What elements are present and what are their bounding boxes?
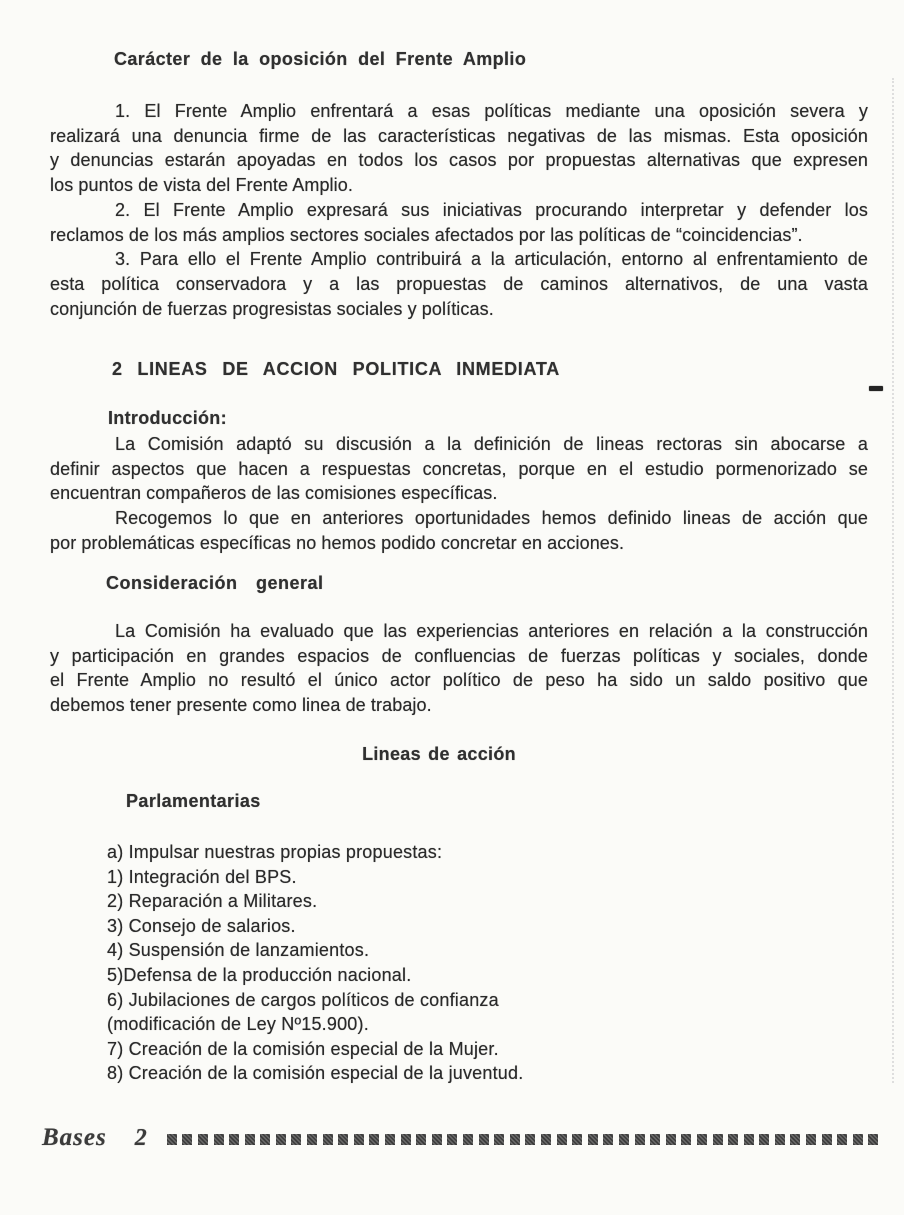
ornament-square (744, 1134, 754, 1145)
ornament-square (806, 1134, 816, 1145)
ornament-square (167, 1134, 177, 1145)
paragraph-line: definir aspectos que hacen a respuestas concretas, porque en el estudio pormenorizado se (50, 458, 868, 479)
ornament-square (198, 1134, 208, 1145)
ornament-square (260, 1134, 270, 1145)
paragraph-line: La Comisión adaptó su discusión a la definición de lineas rectoras sin abocarse a (115, 434, 868, 454)
ornament-square (868, 1134, 878, 1145)
scan-artifact-dash (869, 386, 883, 391)
action-item: 7) Creación de la comisión especial de la Mujer. (107, 1038, 499, 1059)
ornament-square (307, 1134, 317, 1145)
paragraph-line: 2. El Frente Amplio expresará sus iniciativas procurando interpretar y defender los (115, 199, 868, 220)
ornament-square (479, 1134, 489, 1145)
page-content (50, 0, 868, 1215)
action-item: 6) Jubilaciones de cargos políticos de confianza (107, 989, 499, 1010)
paragraph-line: conjunción de fuerzas progresistas sociales y políticas. (50, 298, 494, 319)
paragraph-line: Recogemos lo que en anteriores oportunidades hemos definido lineas de acción que (115, 508, 868, 529)
ornament-square (369, 1134, 379, 1145)
paragraph-line: el Frente Amplio no resultó el único actor político de peso ha sido un saldo positivo que (50, 670, 868, 691)
ornament-square (525, 1134, 535, 1145)
intro-paragraphs (50, 432, 868, 556)
ornament-square (214, 1134, 224, 1145)
ornament-square (557, 1134, 567, 1145)
paragraph-line: y participación en grandes espacios de confluencias de fuerzas políticas y sociales, donde (50, 645, 868, 666)
ornament-square (276, 1134, 286, 1145)
ornament-square (822, 1134, 832, 1145)
paragraph-line: debemos tener presente como linea de trabajo. (50, 695, 432, 716)
ornament-square (432, 1134, 442, 1145)
ornament-square (837, 1134, 847, 1145)
ornament-square (338, 1134, 348, 1145)
paragraph-line: 3. Para ello el Frente Amplio contribuirá a la articulación, entorno al enfrentamiento de (115, 249, 868, 270)
page-footer (42, 1121, 872, 1155)
ornament-square (650, 1134, 660, 1145)
ornament-square (182, 1134, 192, 1145)
action-item: (modificación de Ley Nº15.900). (107, 1014, 369, 1035)
scan-edge-dotted-line (892, 78, 894, 1083)
intro-heading: Introducción: (108, 408, 227, 428)
ornament-square (790, 1134, 800, 1145)
ornament-square (291, 1134, 301, 1145)
paragraph-line: por problemáticas específicas no hemos podido concretar en acciones. (50, 532, 625, 553)
ornament-square (323, 1134, 333, 1145)
ornament-square (728, 1134, 738, 1145)
ornament-square (416, 1134, 426, 1145)
ornament-square (463, 1134, 473, 1145)
action-item: 2) Reparación a Militares. (107, 891, 318, 912)
ornament-square (619, 1134, 629, 1145)
footer-ornament-squares (167, 1134, 879, 1145)
ornament-square (853, 1134, 863, 1145)
section-heading-opposition: Carácter de la oposición del Frente Amplio (114, 49, 527, 69)
ornament-square (572, 1134, 582, 1145)
ornament-square (541, 1134, 551, 1145)
paragraph-line: encuentran compañeros de las comisiones específicas. (50, 483, 498, 504)
action-item: a) Impulsar nuestras propias propuestas: (107, 842, 443, 862)
ornament-square (713, 1134, 723, 1145)
action-item: 4) Suspensión de lanzamientos. (107, 940, 370, 961)
paragraph-line: 1. El Frente Amplio enfrentará a esas políticas mediante una oposición severa y (115, 101, 868, 121)
parliamentary-heading: Parlamentarias (126, 791, 261, 811)
paragraph-line: La Comisión ha evaluado que las experiencias anteriores en relación a la construcción (115, 621, 868, 641)
footer-page-number: 2 (134, 1124, 147, 1151)
ornament-square (229, 1134, 239, 1145)
ornament-square (588, 1134, 598, 1145)
ornament-square (666, 1134, 676, 1145)
ornament-square (401, 1134, 411, 1145)
ornament-square (494, 1134, 504, 1145)
consideration-paragraphs (50, 619, 868, 718)
paragraph-line: y denuncias estarán apoyadas en todos los casos por propuestas alternativas que expresen (50, 150, 868, 171)
ornament-square (447, 1134, 457, 1145)
ornament-square (354, 1134, 364, 1145)
opposition-paragraphs (50, 99, 868, 321)
action-item: 5)Defensa de la producción nacional. (107, 964, 412, 985)
ornament-square (510, 1134, 520, 1145)
action-item: 3) Consejo de salarios. (107, 915, 296, 936)
lines-of-action-heading: Lineas de acción (362, 744, 516, 764)
consideration-heading: Consideración general (106, 573, 324, 593)
paragraph-line: los puntos de vista del Frente Amplio. (50, 175, 353, 196)
ornament-square (775, 1134, 785, 1145)
ornament-square (697, 1134, 707, 1145)
ornament-square (759, 1134, 769, 1145)
action-item: 8) Creación de la comisión especial de la juventud. (107, 1063, 524, 1084)
paragraph-line: esta política conservadora y a las propuestas de caminos alternativos, de una vasta (50, 273, 868, 294)
section-heading-lineas-accion-politica: 2 LINEAS DE ACCION POLITICA INMEDIATA (112, 359, 560, 379)
ornament-square (245, 1134, 255, 1145)
footer-publication-label: Bases (42, 1124, 107, 1151)
action-items-list (107, 840, 847, 1086)
paragraph-line: reclamos de los más amplios sectores sociales afectados por las políticas de “coincidencias”. (50, 224, 803, 245)
ornament-square (603, 1134, 613, 1145)
ornament-square (385, 1134, 395, 1145)
action-item: 1) Integración del BPS. (107, 866, 297, 887)
ornament-square (635, 1134, 645, 1145)
paragraph-line: realizará una denuncia firme de las características negativas de las mismas. Esta oposición (50, 125, 868, 146)
ornament-square (681, 1134, 691, 1145)
